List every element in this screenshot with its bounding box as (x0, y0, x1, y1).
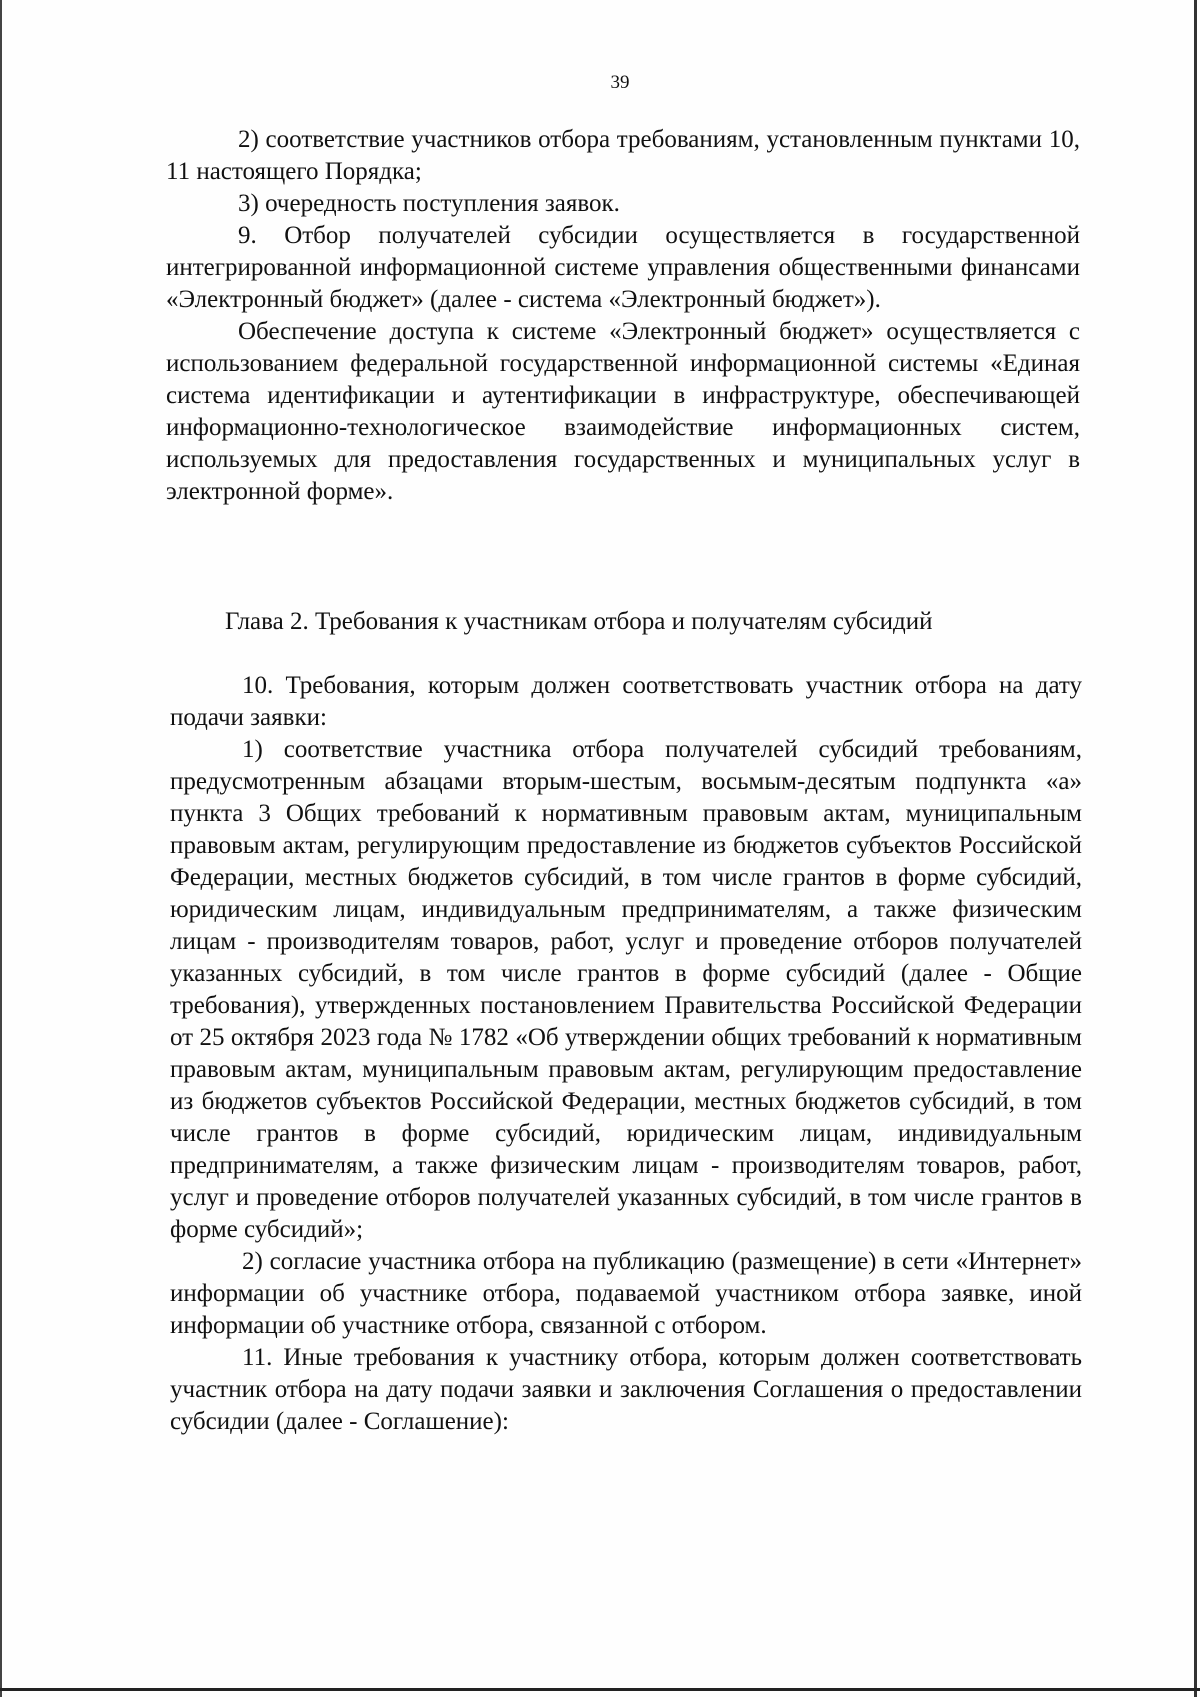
paragraph: 2) согласие участника отбора на публикацию (размещение) в сети «Интернет» информации об участнике отбора, подаваемой участником отбора заявке, иной информации об участнике отбора, связанной с отбором. (170, 1248, 1082, 1339)
scan-edge-right (1194, 0, 1197, 1697)
text-block-requirements (170, 670, 1082, 1438)
scan-edge-bottom (0, 1688, 1200, 1691)
chapter-title: Глава 2. Требования к участникам отбора и получателям субсидий (225, 608, 933, 635)
paragraph: 10. Требования, которым должен соответствовать участник отбора на дату подачи заявки: (170, 672, 1082, 731)
scan-edge-left (0, 0, 2, 1697)
paragraph: 9. Отбор получателей субсидии осуществляется в государственной интегрированной информационной системе управления общественными финансами «Электронный бюджет» (далее - система «Электронный бюджет»). (166, 222, 1080, 313)
paragraph: 2) соответствие участников отбора требованиям, установленным пунктами 10, 11 настоящего Порядка; (166, 126, 1080, 185)
paragraph: 11. Иные требования к участнику отбора, которым должен соответствовать участник отбора на дату подачи заявки и заключения Соглашения о предоставлении субсидии (далее - Соглашение): (170, 1344, 1082, 1435)
paragraph: Обеспечение доступа к системе «Электронный бюджет» осуществляется с использованием федеральной государственной информационной системы «Единая система идентификации и аутентификации в инфраструктуре, обеспечивающей информационно-технологическое взаимодействие информационных систем, используемых для предоставления государственных и муниципальных услуг в электронной форме». (166, 318, 1080, 505)
paragraph: 3) очередность поступления заявок. (238, 190, 620, 217)
page-number: 39 (610, 72, 630, 93)
text-block-intro (166, 124, 1080, 508)
paragraph: 1) соответствие участника отбора получателей субсидий требованиям, предусмотренным абзацами вторым-шестым, восьмым-десятым подпункта «а» пункта 3 Общих требований к нормативным правовым актам, муниципальным правовым актам, регулирующим предоставление из бюджетов субъектов Российской Федерации, местных бюджетов субсидий, в том числе грантов в форме субсидий, юридическим лицам, индивидуальным предпринимателям, а также физическим лицам - производителям товаров, работ, услуг и проведение отборов получателей указанных субсидий, в том числе грантов в форме субсидий (далее - Общие требования), утвержденных постановлением Правительства Российской Федерации от 25 октября 2023 года № 1782 «Об утверждении общих требований к нормативным правовым актам, муниципальным правовым актам, регулирующим предоставление из бюджетов субъектов Российской Федерации, местных бюджетов субсидий, в том числе грантов в форме субсидий, юридическим лицам, индивидуальным предпринимателям, а также физическим лицам - производителям товаров, работ, услуг и проведение отборов получателей указанных субсидий, в том числе грантов в форме субсидий»; (170, 736, 1082, 1243)
